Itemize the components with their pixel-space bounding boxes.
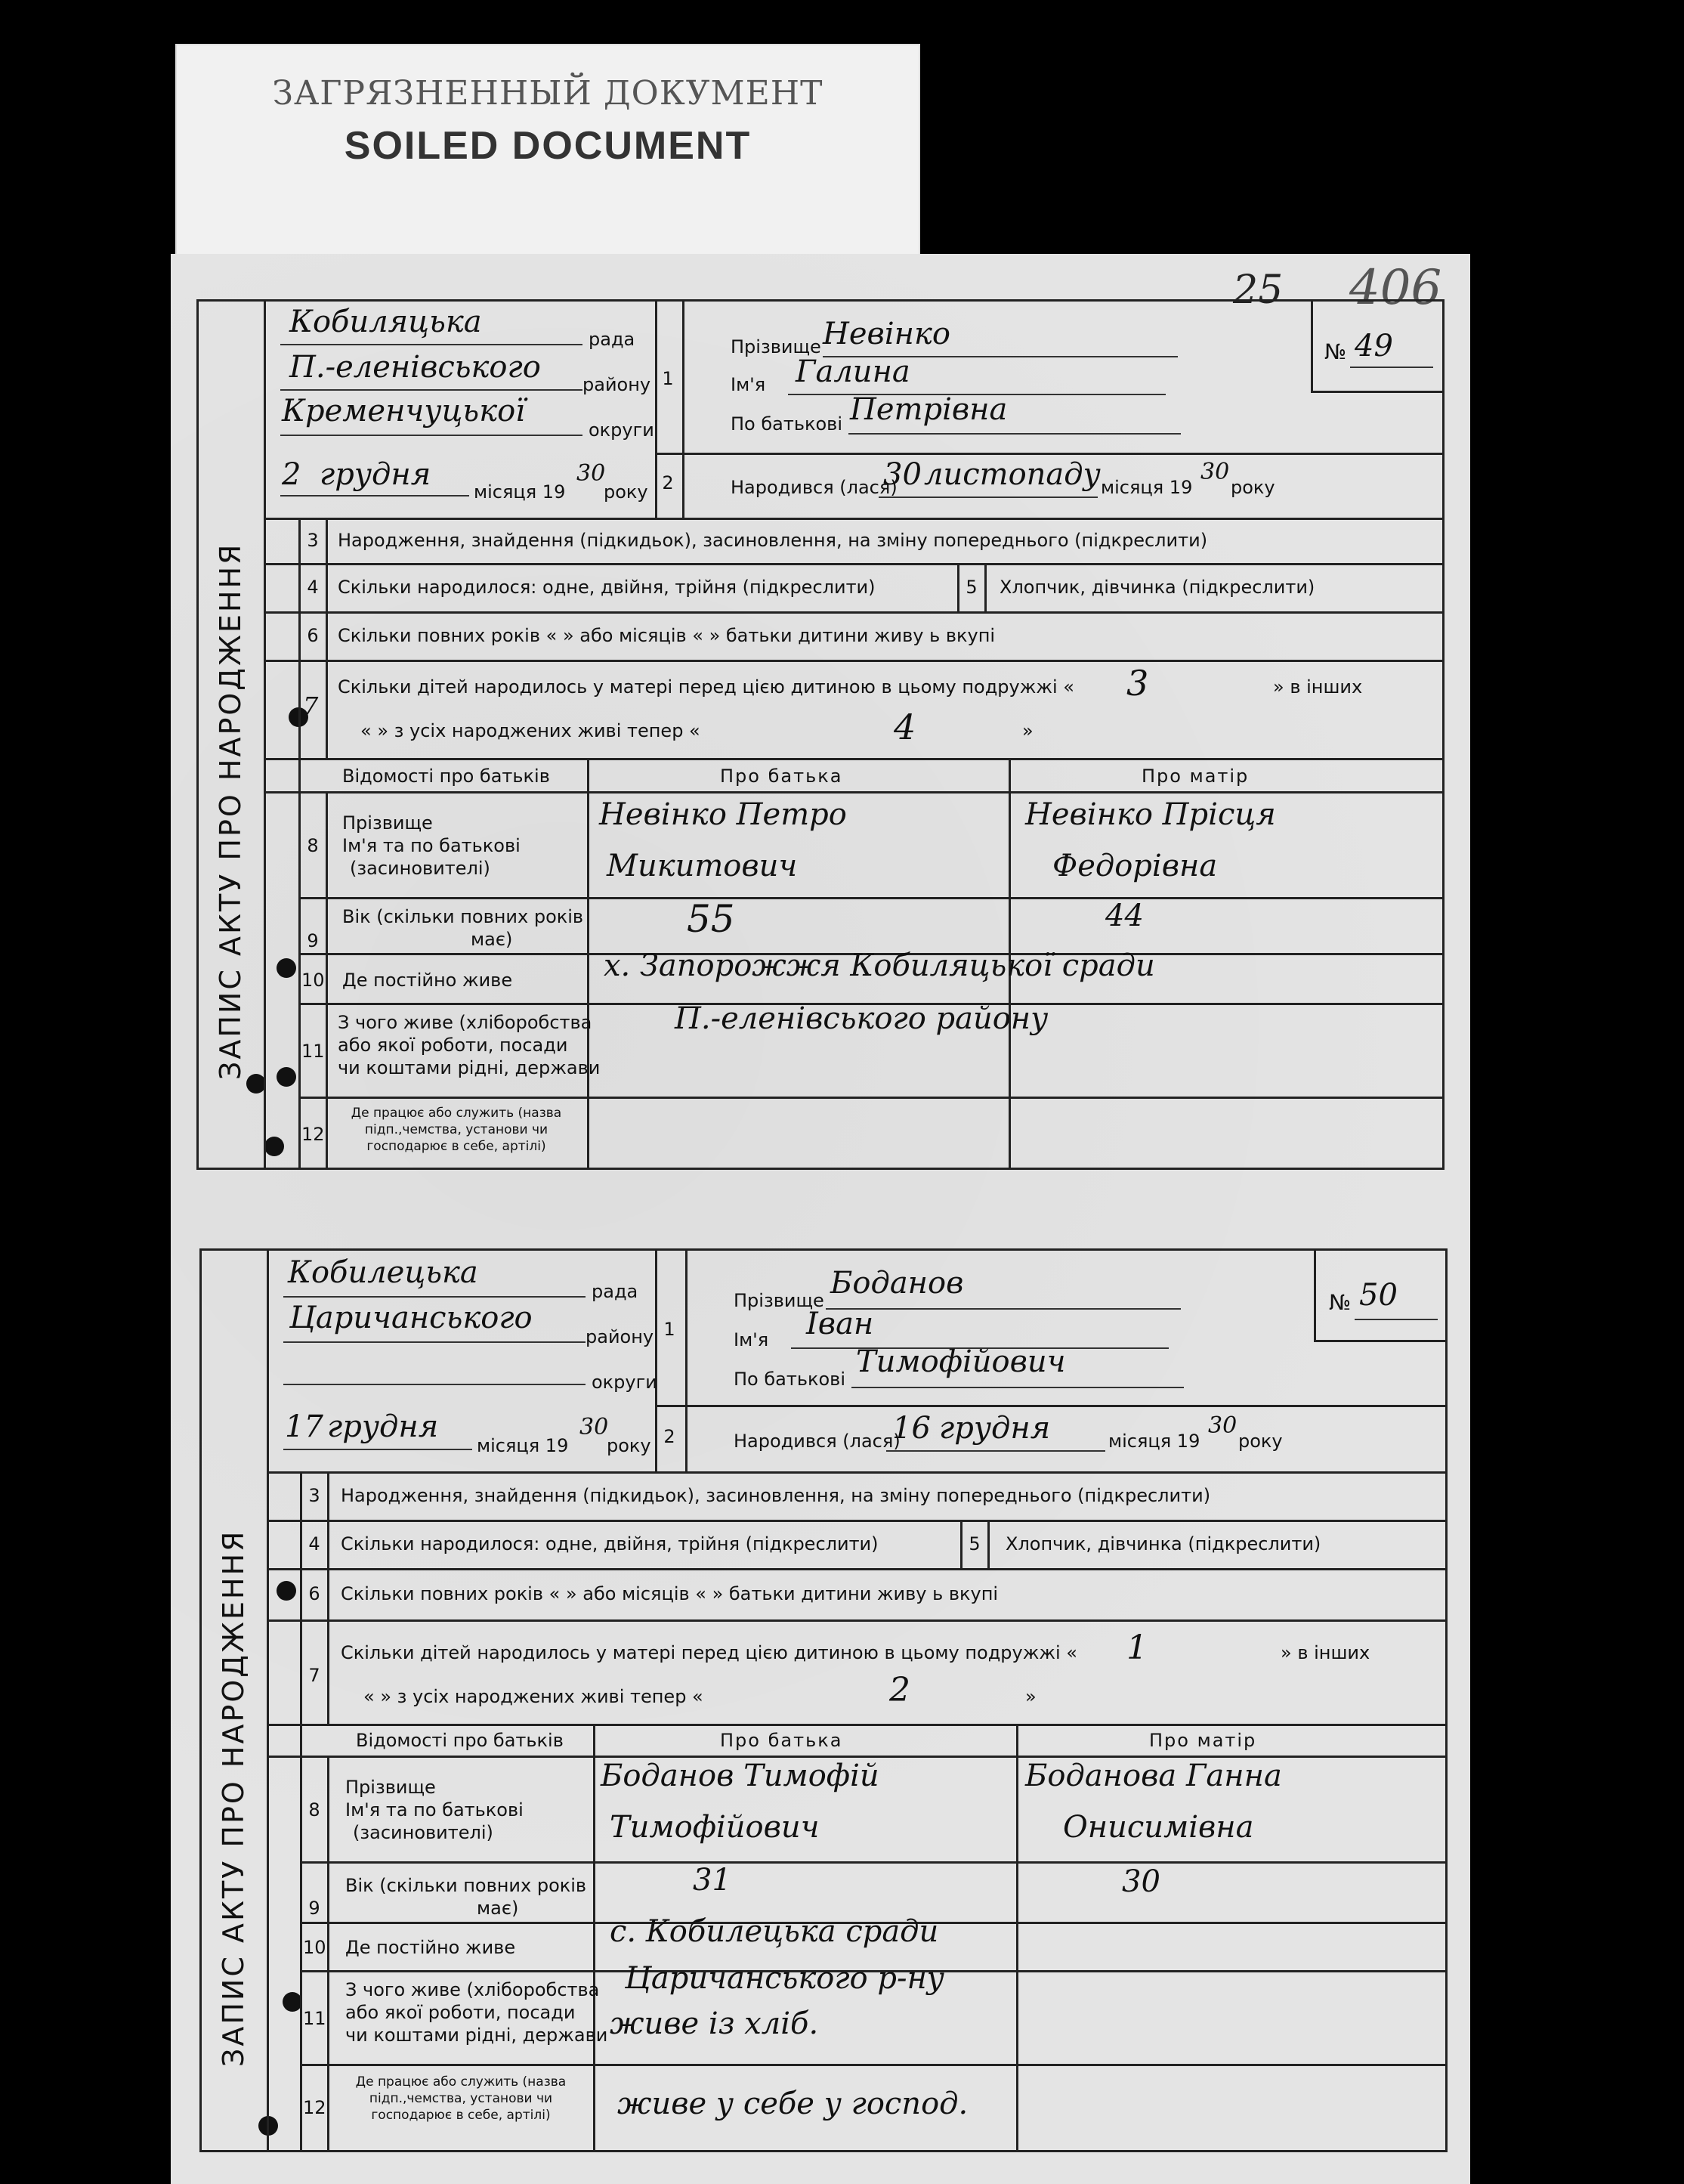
row7-text-b-end: » [1025, 1686, 1037, 1707]
row3-text: Народження, знайдення (підкидьок), засиновлення, на зміну попереднього (підкреслити) [338, 530, 1208, 551]
occupation-value: живе із хліб. [610, 2006, 819, 2041]
birth-record-form-1: ЗАПИС АКТУ ПРО НАРОДЖЕННЯ Кобиляцька рада П.-еленівського району Кременчуцької округи 2 грудня місяця 19 30 року 1 2 Прізвище Невінко Ім'я Галина По батькові Петрівна Народився (лася) 30 листопаду місяця 19 30 року № 49 3 Народження, знайдення (підкидьок), засиновлення, на зміну попереднього (підкреслити) 4 Скільки народилося: одне, двійня, трійня (підкреслити) 5 Хлопчик, дівчинка (підкреслити) 6 Скільки повних років « » або місяців « » батьки дитини живу ь вкупі 7 Скільки дітей народилось у матері перед цією дитиною в цьому подружжі « 3 » в інших « » з усіх народжених живі тепер « 4 » Відомості про батьків Про батька Про матір 8 Прізвище Ім'я та по батькові (засиновителі) Невінко Петро Микитович Невінко Прісця Федорівна 9 Вік (скільки повних років має) 55 44 10 Де постійно живе х. Запорожжя Кобиляцької сради П.-еленівського району 11 З чого живе (хліборобства або якої роботи, посади чи коштами рідні, держави 12 Де працює або служить (назва підп.,чемства, установи чи господарює в себе, артілі) [196, 299, 1445, 1170]
father-header: Про батька [720, 1730, 843, 1751]
children-alive-value: 2 [889, 1671, 910, 1709]
name-label: Ім'я [734, 1329, 769, 1350]
row3-text: Народження, знайдення (підкидьок), засиновлення, на зміну попереднього (підкреслити) [341, 1485, 1211, 1506]
raion-value: Царичанського [289, 1301, 533, 1335]
birth-month-label: місяця 19 [1108, 1431, 1200, 1452]
birth-record-form-2: ЗАПИС АКТУ ПРО НАРОДЖЕННЯ Кобилецька рада Царичанського району округи 17 грудня місяця 19 30 року 1 2 Прізвище Боданов Ім'я Іван По батькові Тимофійович Народився (лася) 16 грудня місяця 19 30 року № 50 3 Народження, знайдення (підкидьок), засиновлення, на зміну попереднього (підкреслити) 4 Скільки народилося: одне, двійня, трійня (підкреслити) 5 Хлопчик, дівчинка (підкреслити) 6 Скільки повних років « » або місяців « » батьки дитини живу ь вкупі 7 Скільки дітей народилось у матері перед цією дитиною в цьому подружжі « 1 » в інших « » з усіх народжених живі тепер « 2 » Відомості про батьків Про батька Про матір 8 Прізвище Ім'я та по батькові (засиновителі) Боданов Тимофій Тимофійович Боданова Ганна Онисимівна 9 Вік (скільки повних років має) 31 30 10 Де постійно живе с. Кобилецька сради Царичанського р-ну 11 З чого живе (хліборобства або якої роботи, посади чи коштами рідні, держави живе із хліб. 12 Де працює або служить (назва підп.,чемства, установи чи господарює в себе, артілі) живе у себе у господ. [199, 1248, 1448, 2152]
birth-year: 30 [1208, 1412, 1238, 1439]
parents-info-header: Відомості про батьків [356, 1730, 564, 1751]
birth-month: грудня [939, 1411, 1051, 1446]
name-value: Галина [796, 354, 910, 389]
record-number: 49 [1355, 329, 1393, 363]
surname-label: Прізвище [731, 336, 821, 357]
vertical-title: ЗАПИС АКТУ ПРО НАРОДЖЕННЯ [214, 542, 247, 1080]
mother-header: Про матір [1142, 766, 1250, 787]
row7-text-a-end: » в інших [1281, 1642, 1370, 1663]
row7-text-b: « » з усіх народжених живі тепер « [360, 720, 700, 741]
raion-label: району [582, 374, 651, 395]
birth-year-label: року [1231, 477, 1275, 498]
month-label: місяця 19 [477, 1435, 569, 1456]
month-label: місяця 19 [474, 481, 566, 503]
row7-text-a-end: » в інших [1273, 676, 1363, 698]
birth-year: 30 [1200, 459, 1230, 485]
patronymic-label: По батькові [731, 413, 842, 435]
birth-month: листопаду [924, 457, 1101, 492]
row7-mark: 7 [303, 691, 319, 720]
birth-month-label: місяця 19 [1101, 477, 1193, 498]
row7-text-b-end: » [1022, 720, 1034, 741]
okruha-value: Кременчуцької [282, 394, 525, 428]
mother-age: 30 [1122, 1864, 1160, 1899]
soiled-document-label [175, 44, 920, 263]
row6-text: Скільки повних років « » або місяців « » батьки дитини живу ь вкупі [341, 1583, 999, 1604]
label-english: SOILED DOCUMENT [344, 124, 752, 168]
surname-value: Боданов [830, 1266, 964, 1301]
father-name-line2: Микитович [607, 849, 798, 883]
number-prefix: № [1329, 1290, 1352, 1315]
patronymic-value: Тимофійович [856, 1344, 1066, 1379]
row5-text: Хлопчик, дівчинка (підкреслити) [1006, 1533, 1321, 1554]
patronymic-value: Петрівна [850, 392, 1008, 427]
residence-line1: х. Запорожжя Кобиляцької сради [604, 948, 1155, 983]
registration-day: 17 [285, 1409, 323, 1444]
year-label: року [607, 1435, 651, 1456]
okruhy-label: округи [589, 419, 654, 441]
birth-day: 30 [883, 457, 922, 492]
children-alive-value: 4 [894, 707, 916, 747]
rada-label: рада [589, 329, 635, 350]
registration-day: 2 [282, 457, 301, 492]
parents-info-header: Відомості про батьків [342, 766, 550, 787]
residence-line1: с. Кобилецька сради [610, 1914, 939, 1949]
year-label: року [604, 481, 648, 503]
okruhy-label: округи [592, 1372, 657, 1393]
surname-label: Прізвище [734, 1290, 824, 1311]
birth-day: 16 [892, 1411, 931, 1446]
row10-label: Де постійно живе [342, 970, 513, 991]
children-before-value: 1 [1126, 1629, 1148, 1667]
row7-text-a: Скільки дітей народилось у матері перед цією дитиною в цьому подружжі « [341, 1642, 1077, 1663]
row5-text: Хлопчик, дівчинка (підкреслити) [1000, 577, 1315, 598]
father-age: 31 [693, 1863, 731, 1898]
mother-header: Про матір [1149, 1730, 1257, 1751]
workplace-value: живе у себе у господ. [617, 2087, 969, 2121]
row10-label: Де постійно живе [345, 1937, 516, 1958]
mother-name-line2: Онисимівна [1063, 1810, 1254, 1845]
registration-year: 30 [579, 1414, 609, 1440]
children-before-value: 3 [1126, 663, 1149, 704]
name-value: Іван [806, 1307, 874, 1341]
registration-year: 30 [576, 460, 606, 487]
label-russian: ЗАГРЯЗНЕННЫЙ ДОКУМЕНТ [272, 74, 823, 113]
row4-text: Скільки народилося: одне, двійня, трійня (підкреслити) [338, 577, 876, 598]
registration-month: грудня [327, 1409, 439, 1444]
raion-value: П.-еленівського [289, 350, 541, 385]
birth-year-label: року [1238, 1431, 1283, 1452]
patronymic-label: По батькові [734, 1369, 845, 1390]
father-header: Про батька [720, 766, 843, 787]
father-name-line1: Невінко Петро [599, 797, 847, 832]
mother-name-line1: Боданова Ганна [1025, 1759, 1282, 1793]
father-name-line2: Тимофійович [610, 1810, 820, 1845]
born-label: Народився (лася) [731, 477, 898, 498]
folio-number-mark: 406 [1349, 260, 1442, 316]
number-prefix: № [1324, 339, 1347, 364]
father-name-line1: Боданов Тимофій [601, 1759, 879, 1793]
mother-name-line1: Невінко Прісця [1025, 797, 1276, 832]
mother-age: 44 [1105, 899, 1144, 933]
born-label: Народився (лася) [734, 1431, 901, 1452]
residence-line2: Царичанського р-ну [625, 1961, 945, 1996]
name-label: Ім'я [731, 374, 766, 395]
mother-name-line2: Федорівна [1052, 849, 1218, 883]
rada-label: рада [592, 1281, 638, 1302]
record-number: 50 [1359, 1278, 1398, 1313]
row7-text-a: Скільки дітей народилось у матері перед цією дитиною в цьому подружжі « [338, 676, 1074, 698]
page-number-mark: 25 [1233, 268, 1284, 313]
residence-line2: П.-еленівського району [675, 1001, 1049, 1036]
rada-value: Кобилецька [288, 1255, 478, 1290]
father-age: 55 [687, 897, 735, 941]
row7-text-b: « » з усіх народжених живі тепер « [363, 1686, 703, 1707]
registration-month: грудня [320, 457, 431, 492]
rada-value: Кобиляцька [289, 305, 482, 339]
surname-value: Невінко [823, 317, 950, 351]
row4-text: Скільки народилося: одне, двійня, трійня (підкреслити) [341, 1533, 879, 1554]
vertical-title: ЗАПИС АКТУ ПРО НАРОДЖЕННЯ [217, 1529, 250, 2067]
row6-text: Скільки повних років « » або місяців « » батьки дитини живу ь вкупі [338, 625, 996, 646]
document-sheet [171, 254, 1470, 2184]
raion-label: району [586, 1326, 654, 1347]
